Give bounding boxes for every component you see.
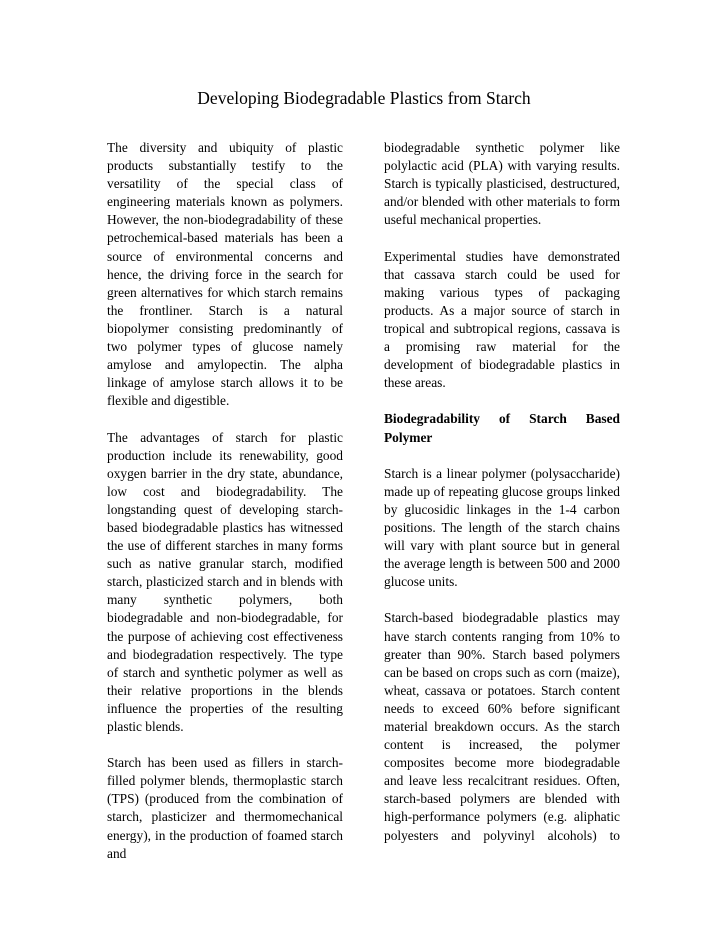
page-title: Developing Biodegradable Plastics from Starch [197, 88, 531, 108]
paragraph-starch-content: Starch-based biodegradable plastics may have starch contents ranging from 10% to greater than 90%. Starch based polymers can be based on crops such as corn (maize), wheat, cassava or potatoes. Starch content needs to exceed 60% before significant material breakdown occurs. As the starch content is increased, the polymer composites become more biodegradable and leave less recalcitrant residues. Often, starch-based polymers are blended with high-performance polymers (e.g. aliphatic polyesters and polyvinyl alcohols) to [384, 610, 620, 843]
right-column [384, 139, 620, 863]
left-column [107, 139, 343, 881]
paragraph-continued-blends: biodegradable synthetic polymer like polylactic acid (PLA) with varying results. Starch is typically plasticised, destructured, and/or blended with other materials to form useful mechanical properties. [384, 140, 620, 228]
section-heading-biodegradability: Biodegradability of Starch Based Polymer [384, 411, 620, 445]
paragraph-cassava-studies: Experimental studies have demonstrated that cassava starch could be used for making various types of packaging products. As a major source of starch in tropical and subtropical regions, cassava is a promising raw material for the development of biodegradable plastics in these areas. [384, 248, 620, 391]
paragraph-plastics-diversity: The diversity and ubiquity of plastic products substantially testify to the versatility of the special class of engineering materials known as polymers. However, the non-biodegradability of these petrochemical-based materials has been a source of environmental concerns and hence, the driving force in the search for green alternatives for which starch remains the frontliner. Starch is a natural biopolymer consisting predominantly of two polymer types of glucose namely amylose and amylopectin. The alpha linkage of amylose starch allows it to be flexible and digestible. [107, 140, 343, 409]
paragraph-starch-fillers: Starch has been used as fillers in starch-filled polymer blends, thermoplastic starch (TPS) (produced from the combination of starch, plasticizer and thermomechanical energy), in the production of foamed starch and [107, 755, 343, 861]
paragraph-starch-structure: Starch is a linear polymer (polysaccharide) made up of repeating glucose groups linked by glucosidic linkages in the 1-4 carbon positions. The length of the starch chains will vary with plant source but in general the average length is between 500 and 2000 glucose units. [384, 465, 620, 590]
paragraph-starch-advantages: The advantages of starch for plastic production include its renewability, good oxygen barrier in the dry state, abundance, low cost and biodegradability. The longstanding quest of developing starch-based biodegradable plastics has witnessed the use of different starches in many forms such as native granular starch, modified starch, plasticized starch and in blends with many synthetic polymers, both biodegradable and non-biodegradable, for the purpose of achieving cost effectiveness and biodegradation respectively. The type of starch and synthetic polymer as well as their relative proportions in the blends influence the properties of the resulting plastic blends. [107, 429, 343, 734]
